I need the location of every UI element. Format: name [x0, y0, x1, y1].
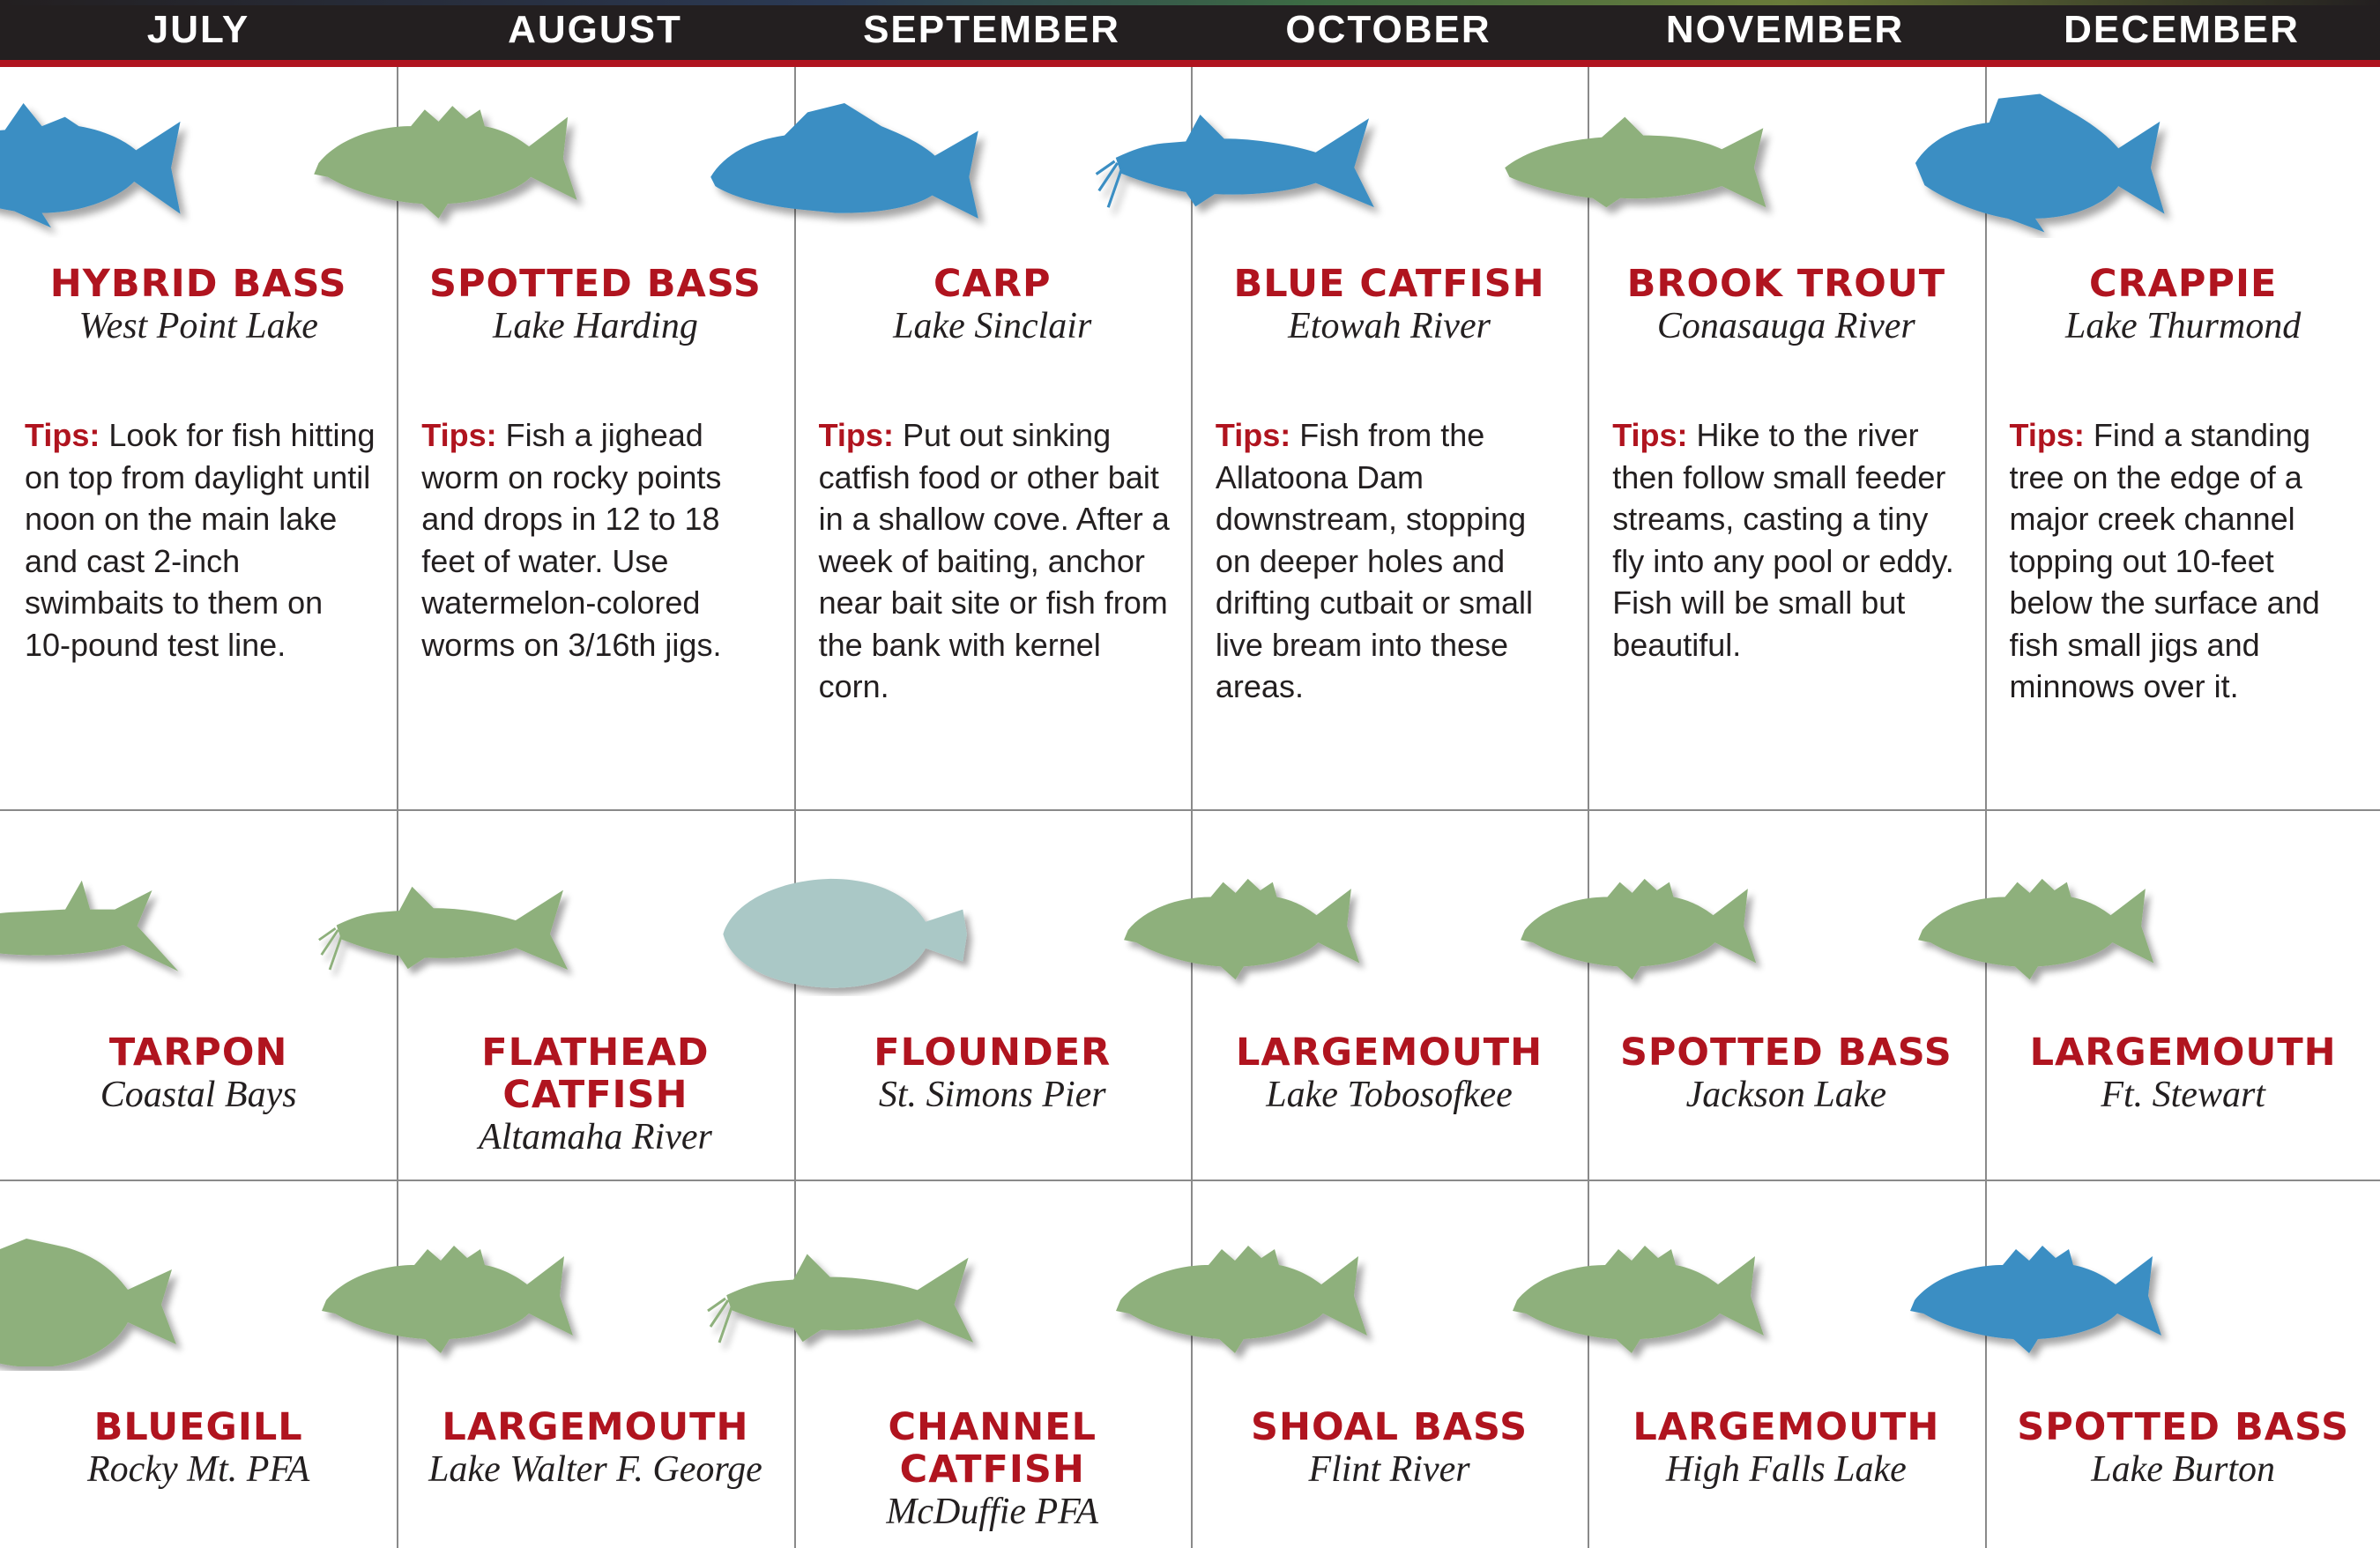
crappie-fish-icon — [1888, 88, 2183, 238]
month-august: AUGUST — [508, 8, 682, 51]
tips-text: Fish from the Allatoona Dam downstream, stopping on deeper holes and drifting cutbait or small live bream into these areas. — [1215, 417, 1534, 704]
fishing-location: Conasauga River — [1656, 306, 1915, 346]
tips-text: Look for fish hitting on top from daylight until noon on the main lake and cast 2-inch swimbaits to them on 10-pound test line. — [25, 417, 376, 663]
bass-fish-icon — [1495, 1230, 1786, 1371]
species-name: LARGEMOUTH — [1633, 1405, 1940, 1449]
species-name: LARGEMOUTH — [2029, 1031, 2337, 1075]
fishing-tips — [1216, 414, 1568, 708]
bluegill-fish-icon — [0, 1230, 198, 1371]
catfish-fish-icon — [702, 1230, 993, 1371]
bass-fish-icon — [300, 88, 595, 238]
tips-text: Hike to the river then follow small feeder streams, casting a tiny fly into any pool or eddy. Fish will be small but beautiful. — [1612, 417, 1954, 663]
month-july: JULY — [146, 8, 250, 51]
species-name: LARGEMOUTH — [442, 1405, 749, 1449]
row-divider — [0, 809, 2380, 811]
fishing-location: Lake Harding — [492, 306, 698, 346]
fishing-tips — [2010, 414, 2362, 708]
species-name: SPOTTED BASS — [429, 262, 762, 306]
fishing-location: Jackson Lake — [1685, 1075, 1887, 1115]
species-name: BLUE CATFISH — [1233, 262, 1545, 306]
species-name: BROOK TROUT — [1626, 262, 1946, 306]
trout-fish-icon — [1491, 88, 1786, 238]
month-september: SEPTEMBER — [863, 8, 1120, 51]
tips-text: Put out sinking catfish food or other bait in a shallow cove. After a week of baiting, anchor near bait site or fish from the bank with kernel corn. — [818, 417, 1170, 704]
species-name: BLUEGILL — [93, 1405, 303, 1449]
tips-label: Tips: — [1612, 417, 1688, 453]
species-name: TARPON — [108, 1031, 288, 1075]
tips-label: Tips: — [818, 417, 894, 453]
fishing-location: Lake Sinclair — [893, 306, 1092, 346]
fishing-location: Lake Tobosofkee — [1266, 1075, 1513, 1115]
fishing-location: Ft. Stewart — [2101, 1075, 2265, 1115]
catfish-fish-icon — [304, 864, 595, 996]
bass-fish-icon — [1098, 864, 1389, 996]
month-october: OCTOBER — [1285, 8, 1491, 51]
bass-fish-icon — [1098, 1230, 1389, 1371]
carp-fish-icon — [697, 88, 993, 238]
fishing-location: Etowah River — [1288, 306, 1491, 346]
tarpon-fish-icon — [0, 864, 198, 996]
species-name: SPOTTED BASS — [2017, 1405, 2350, 1449]
fishing-tips — [1612, 414, 1965, 666]
month-november: NOVEMBER — [1665, 8, 1905, 51]
tips-label: Tips: — [25, 417, 100, 453]
species-name: HYBRID BASS — [49, 262, 347, 306]
bass-fish-icon — [304, 1230, 595, 1371]
header-red-rule — [0, 60, 2380, 67]
fishing-tips — [25, 414, 377, 666]
tips-text: Find a standing tree on the edge of a major creek channel topping out 10-feet below the surface and fish small jigs and minnows over it. — [2009, 417, 2320, 704]
white-bass-fish-icon — [0, 88, 198, 238]
species-name: SPOTTED BASS — [1619, 1031, 1952, 1075]
species-name: CRAPPIE — [2088, 262, 2278, 306]
species-name: FLOUNDER — [874, 1031, 1112, 1075]
bass-fish-icon — [1495, 864, 1786, 996]
tips-label: Tips: — [421, 417, 497, 453]
species-name: SHOAL BASS — [1251, 1405, 1528, 1449]
species-name: CHANNEL CATFISH — [888, 1405, 1097, 1492]
fishing-location: Rocky Mt. PFA — [87, 1449, 310, 1490]
tips-label: Tips: — [1215, 417, 1291, 453]
fishing-location: High Falls Lake — [1665, 1449, 1907, 1490]
fishing-location: Lake Walter F. George — [428, 1449, 762, 1490]
tips-label: Tips: — [2009, 417, 2085, 453]
fishing-location: Flint River — [1308, 1449, 1470, 1490]
bass-fish-icon — [1893, 1230, 2183, 1371]
species-name: LARGEMOUTH — [1236, 1031, 1543, 1075]
fishing-tips — [421, 414, 774, 666]
row-divider — [0, 1180, 2380, 1181]
species-name: FLATHEAD CATFISH — [481, 1031, 710, 1117]
fishing-location: Altamaha River — [479, 1117, 712, 1157]
fishing-location: Lake Burton — [2091, 1449, 2276, 1490]
tips-text: Fish a jighead worm on rocky points and drops in 12 to 18 feet of water. Use watermelon-colored worms on 3/16th jigs. — [421, 417, 722, 663]
month-december: DECEMBER — [2064, 8, 2300, 51]
bass-fish-icon — [1893, 864, 2183, 996]
fishing-location: McDuffie PFA — [886, 1492, 1099, 1532]
species-name: CARP — [933, 262, 1052, 306]
month-header — [0, 0, 2380, 60]
flounder-fish-icon — [702, 864, 993, 996]
fishing-location: Lake Thurmond — [2065, 306, 2302, 346]
fishing-location: West Point Lake — [78, 306, 318, 346]
catfish-fish-icon — [1094, 88, 1389, 238]
fishing-tips — [819, 414, 1171, 708]
fishing-location: Coastal Bays — [100, 1075, 297, 1115]
fishing-location: St. Simons Pier — [878, 1075, 1106, 1115]
